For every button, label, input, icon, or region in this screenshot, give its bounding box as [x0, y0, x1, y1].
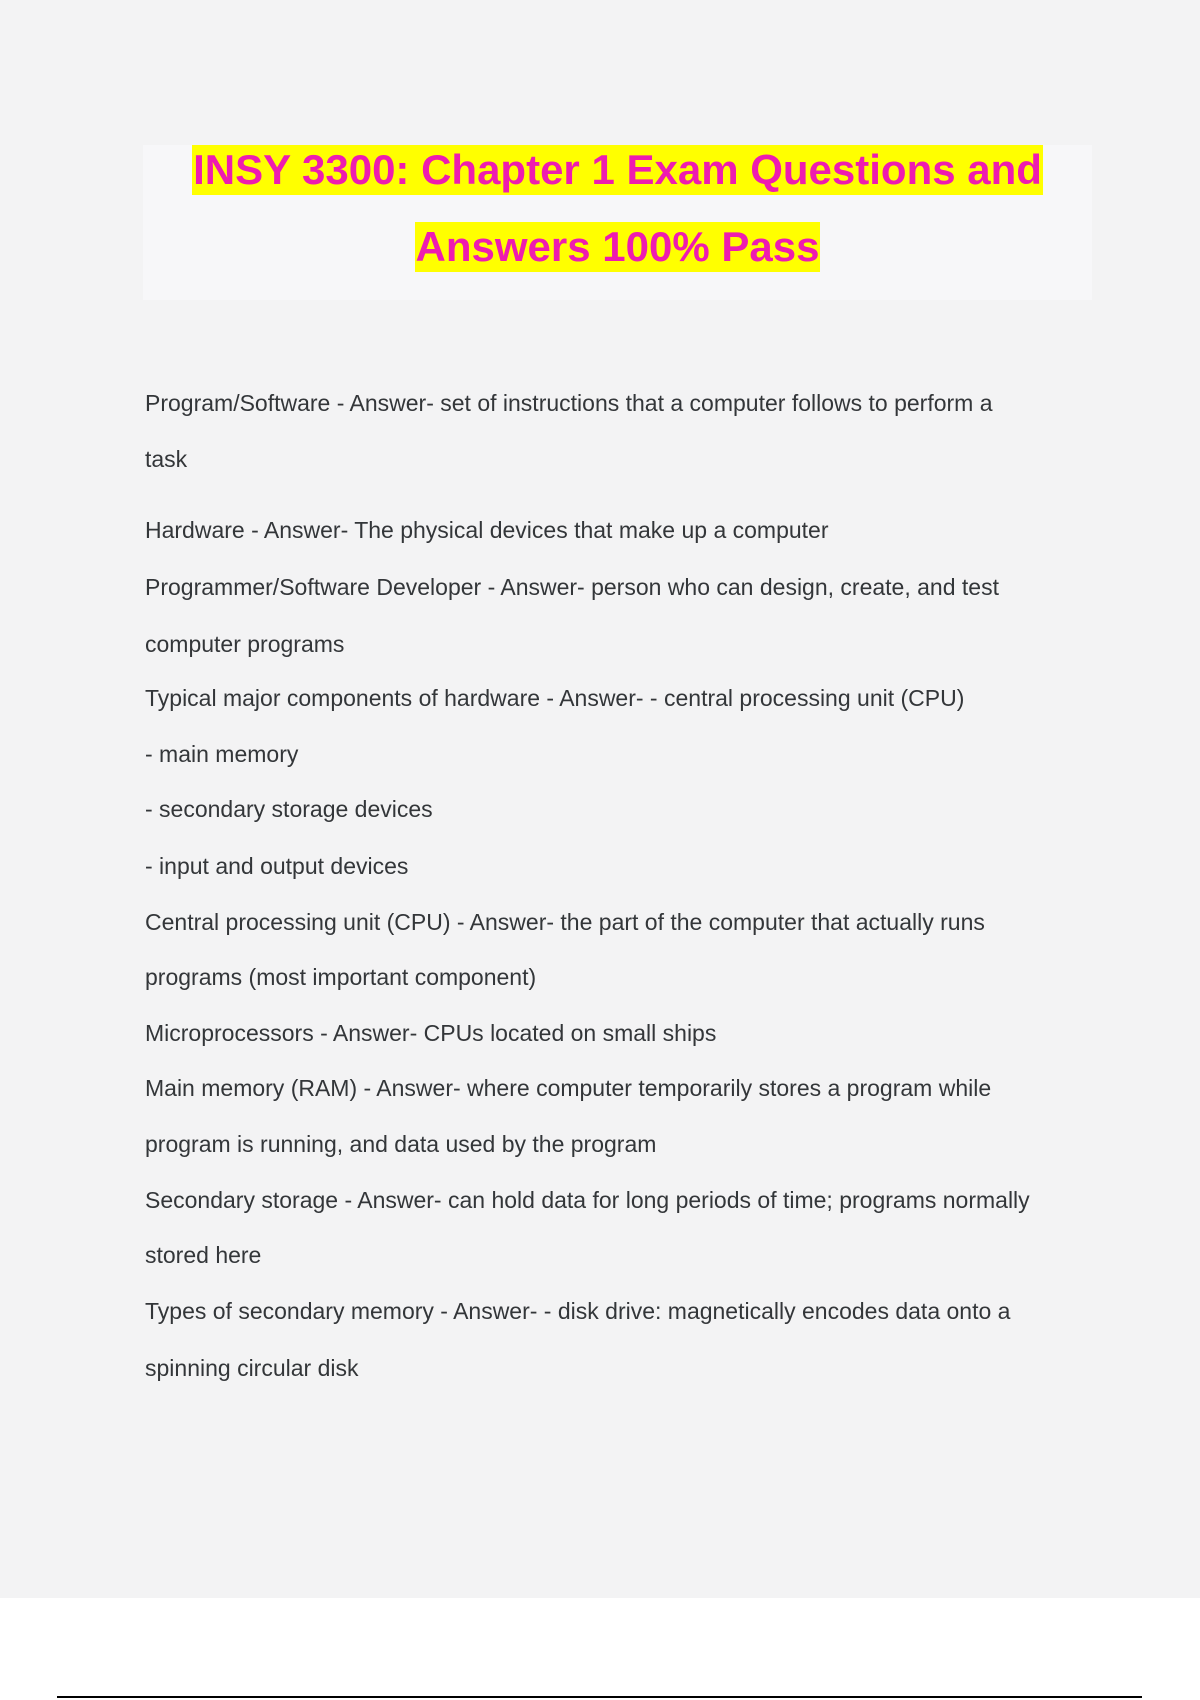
title-block [143, 145, 1092, 300]
text-line: Hardware - Answer- The physical devices that make up a computer [145, 517, 829, 543]
text-line: Secondary storage - Answer- can hold data for long periods of time; programs normally [145, 1187, 1030, 1213]
text-line: Main memory (RAM) - Answer- where computer temporarily stores a program while [145, 1075, 992, 1101]
document-title-line-1: INSY 3300: Chapter 1 Exam Questions and [193, 146, 1042, 193]
text-line: - secondary storage devices [145, 796, 433, 822]
text-line: Programmer/Software Developer - Answer- person who can design, create, and test [145, 574, 999, 600]
text-line: - main memory [145, 741, 299, 767]
text-line: stored here [145, 1242, 262, 1268]
text-line: Types of secondary memory - Answer- - disk drive: magnetically encodes data onto a [145, 1298, 1011, 1324]
text-line: Typical major components of hardware - Answer- - central processing unit (CPU) [145, 685, 965, 711]
text-line: Central processing unit (CPU) - Answer- the part of the computer that actually runs [145, 909, 985, 935]
text-line: spinning circular disk [145, 1355, 359, 1381]
text-line: programs (most important component) [145, 964, 537, 990]
document-title-line-2: Answers 100% Pass [415, 223, 820, 270]
text-line: computer programs [145, 631, 345, 657]
text-line: program is running, and data used by the program [145, 1131, 657, 1157]
bottom-divider [57, 1696, 1142, 1698]
text-line: Program/Software - Answer- set of instructions that a computer follows to perform a [145, 390, 993, 416]
text-line: task [145, 446, 188, 472]
text-line: Microprocessors - Answer- CPUs located on small ships [145, 1020, 717, 1046]
text-line: - input and output devices [145, 853, 409, 879]
